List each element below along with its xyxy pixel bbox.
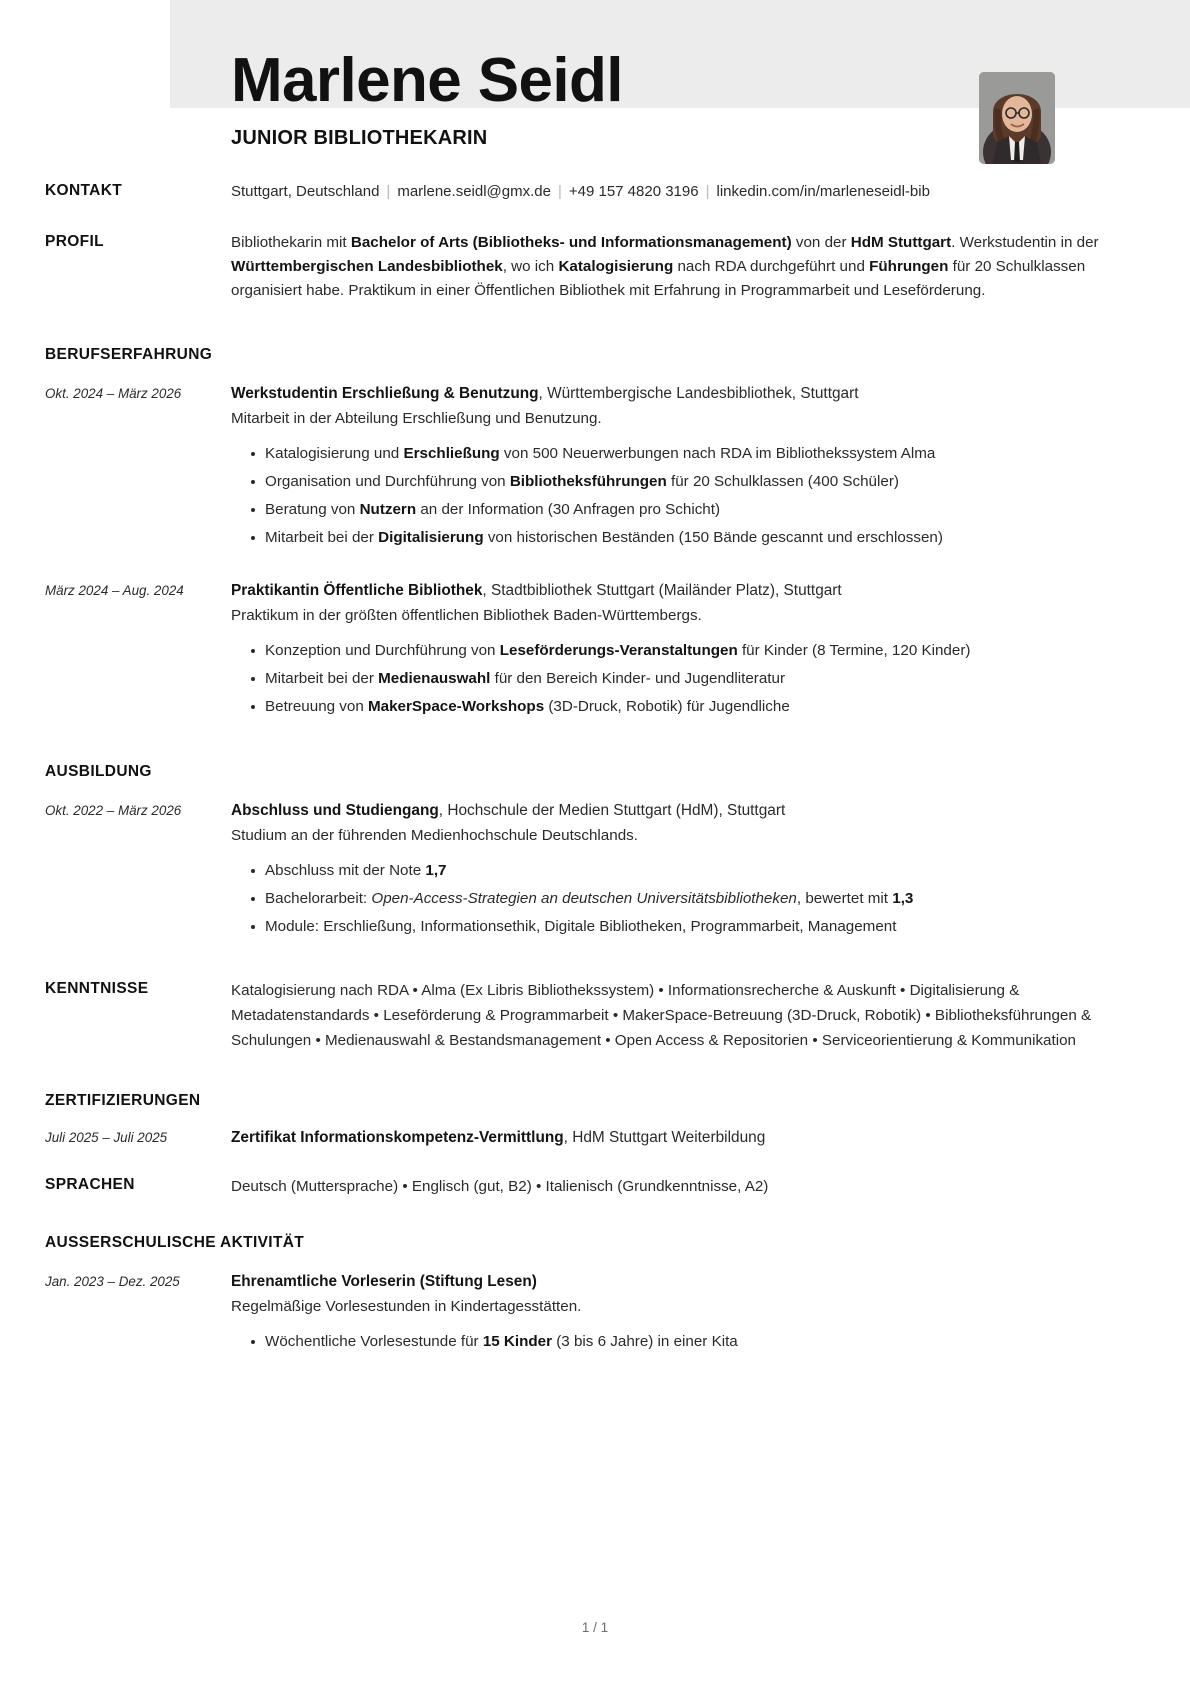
section-label-zertifizierungen: ZERTIFIZIERUNGEN: [45, 1092, 201, 1109]
list-item: Betreuung von MakerSpace-Workshops (3D-Druck, Robotik) für Jugendliche: [231, 694, 1130, 719]
section-label-berufserfahrung: BERUFSERFAHRUNG: [45, 346, 213, 363]
entry-subtitle: Praktikum in der größten öffentlichen Bibliothek Baden-Württembergs.: [231, 607, 702, 624]
contact-separator-1: |: [386, 183, 391, 200]
entry-body: [231, 578, 1130, 722]
section-label-ausbildung: AUSBILDUNG: [45, 763, 152, 780]
entry-title: Zertifikat Informationskompetenz-Vermittlung, HdM Stuttgart Weiterbildung: [231, 1129, 766, 1146]
education-entry: [0, 798, 1190, 942]
page-indicator: 1 / 1: [581, 1620, 609, 1635]
entry-title: Werkstudentin Erschließung & Benutzung, Württembergische Landesbibliothek, Stuttgart: [231, 385, 859, 402]
list-item: Wöchentliche Vorlesestunde für 15 Kinder (3 bis 6 Jahre) in einer Kita: [231, 1329, 1130, 1354]
languages-row: [0, 1174, 1190, 1199]
entry-date: Okt. 2024 – März 2026: [45, 386, 182, 401]
section-label-kontakt: KONTAKT: [45, 182, 123, 199]
entry-subtitle: Regelmäßige Vorlesestunden in Kindertagesstätten.: [231, 1298, 582, 1315]
entry-date: Juli 2025 – Juli 2025: [45, 1130, 168, 1145]
list-item: Abschluss mit der Note 1,7: [231, 858, 1130, 883]
list-item: Beratung von Nutzern an der Information (30 Anfragen pro Schicht): [231, 497, 1130, 522]
contact-separator-3: |: [705, 183, 710, 200]
page-footer: [0, 1620, 1190, 1635]
contact-location: Stuttgart, Deutschland: [231, 183, 380, 200]
entry-body: [231, 1269, 1130, 1357]
section-label-aktivitaet: AUSSERSCHULISCHE AKTIVITÄT: [45, 1234, 305, 1251]
entry-body: [231, 798, 1130, 942]
entry-bullet-list: [231, 638, 1130, 719]
experience-entry: [0, 381, 1190, 553]
profile-row: [0, 231, 1190, 303]
entry-bullet-list: [231, 1329, 1130, 1354]
job-title: JUNIOR BIBLIOTHEKARIN: [231, 127, 488, 149]
entry-subtitle: Mitarbeit in der Abteilung Erschließung und Benutzung.: [231, 410, 602, 427]
contact-phone[interactable]: +49 157 4820 3196: [568, 183, 699, 200]
entry-body: [231, 381, 1130, 553]
list-item: Module: Erschließung, Informationsethik, Digitale Bibliotheken, Programmarbeit, Management: [231, 914, 1130, 939]
page-title: Marlene Seidl: [231, 46, 623, 115]
skills-text: Katalogisierung nach RDA • Alma (Ex Libris Bibliothekssystem) • Informationsrecherche & Auskunft • Digitalisierung & Metadatenstandards • Leseförderung & Programmarbeit • MakerSpace-Betreuung (3D-Druck, Robotik) • Bibliotheksführungen & Schulungen • Medienauswahl & Bestandsmanagement • Open Access & Repositorien • Serviceorientierung & Kommunikation: [231, 982, 1092, 1049]
certification-entry: [0, 1125, 1190, 1150]
entry-date: März 2024 – Aug. 2024: [45, 583, 184, 598]
entry-date: Jan. 2023 – Dez. 2025: [45, 1274, 180, 1289]
entry-body: [231, 1125, 1130, 1150]
entry-date: Okt. 2022 – März 2026: [45, 803, 182, 818]
portrait-photo-icon: [979, 72, 1055, 164]
list-item: Katalogisierung und Erschließung von 500 Neuerwerbungen nach RDA im Bibliothekssystem Alma: [231, 441, 1130, 466]
entry-title: Ehrenamtliche Vorleserin (Stiftung Lesen): [231, 1273, 537, 1290]
languages-text: Deutsch (Muttersprache) • Englisch (gut, B2) • Italienisch (Grundkenntnisse, A2): [231, 1178, 769, 1195]
skills-row: [0, 978, 1190, 1053]
contact-details: [231, 180, 1130, 204]
contact-separator-2: |: [557, 183, 562, 200]
list-item: Mitarbeit bei der Digitalisierung von historischen Beständen (150 Bände gescannt und erschlossen): [231, 525, 1130, 550]
entry-title: Praktikantin Öffentliche Bibliothek, Stadtbibliothek Stuttgart (Mailänder Platz), Stuttgart: [231, 582, 842, 599]
list-item: Konzeption und Durchführung von Leseförderungs-Veranstaltungen für Kinder (8 Termine, 120 Kinder): [231, 638, 1130, 663]
entry-title: Abschluss und Studiengang, Hochschule der Medien Stuttgart (HdM), Stuttgart: [231, 802, 786, 819]
entry-bullet-list: [231, 441, 1130, 550]
avatar: [979, 72, 1055, 164]
list-item: Bachelorarbeit: Open-Access-Strategien an deutschen Universitätsbibliotheken, bewertet mit 1,3: [231, 886, 1130, 911]
profile-text: Bibliothekarin mit Bachelor of Arts (Bibliotheks- und Informationsmanagement) von der HdM Stuttgart. Werkstudentin in der Württembergischen Landesbibliothek, wo ich Katalogisierung nach RDA durchgeführt und Führungen für 20 Schulklassen organisiert habe. Praktikum in einer Öffentlichen Bibliothek mit Erfahrung in Programmarbeit und Leseförderung.: [231, 234, 1099, 299]
section-label-profil: PROFIL: [45, 233, 104, 250]
experience-entry: [0, 578, 1190, 722]
list-item: Mitarbeit bei der Medienauswahl für den Bereich Kinder- und Jugendliteratur: [231, 666, 1130, 691]
entry-bullet-list: [231, 858, 1130, 939]
contact-email[interactable]: marlene.seidl@gmx.de: [397, 183, 551, 200]
entry-subtitle: Studium an der führenden Medienhochschule Deutschlands.: [231, 827, 638, 844]
list-item: Organisation und Durchführung von Bibliotheksführungen für 20 Schulklassen (400 Schüler): [231, 469, 1130, 494]
resume-header: [0, 0, 1190, 180]
section-label-sprachen: SPRACHEN: [45, 1176, 135, 1193]
activity-entry: [0, 1269, 1190, 1357]
section-label-kenntnisse: KENNTNISSE: [45, 980, 149, 997]
contact-linkedin[interactable]: linkedin.com/in/marleneseidl-bib: [716, 183, 930, 200]
contact-row: [0, 180, 1190, 204]
